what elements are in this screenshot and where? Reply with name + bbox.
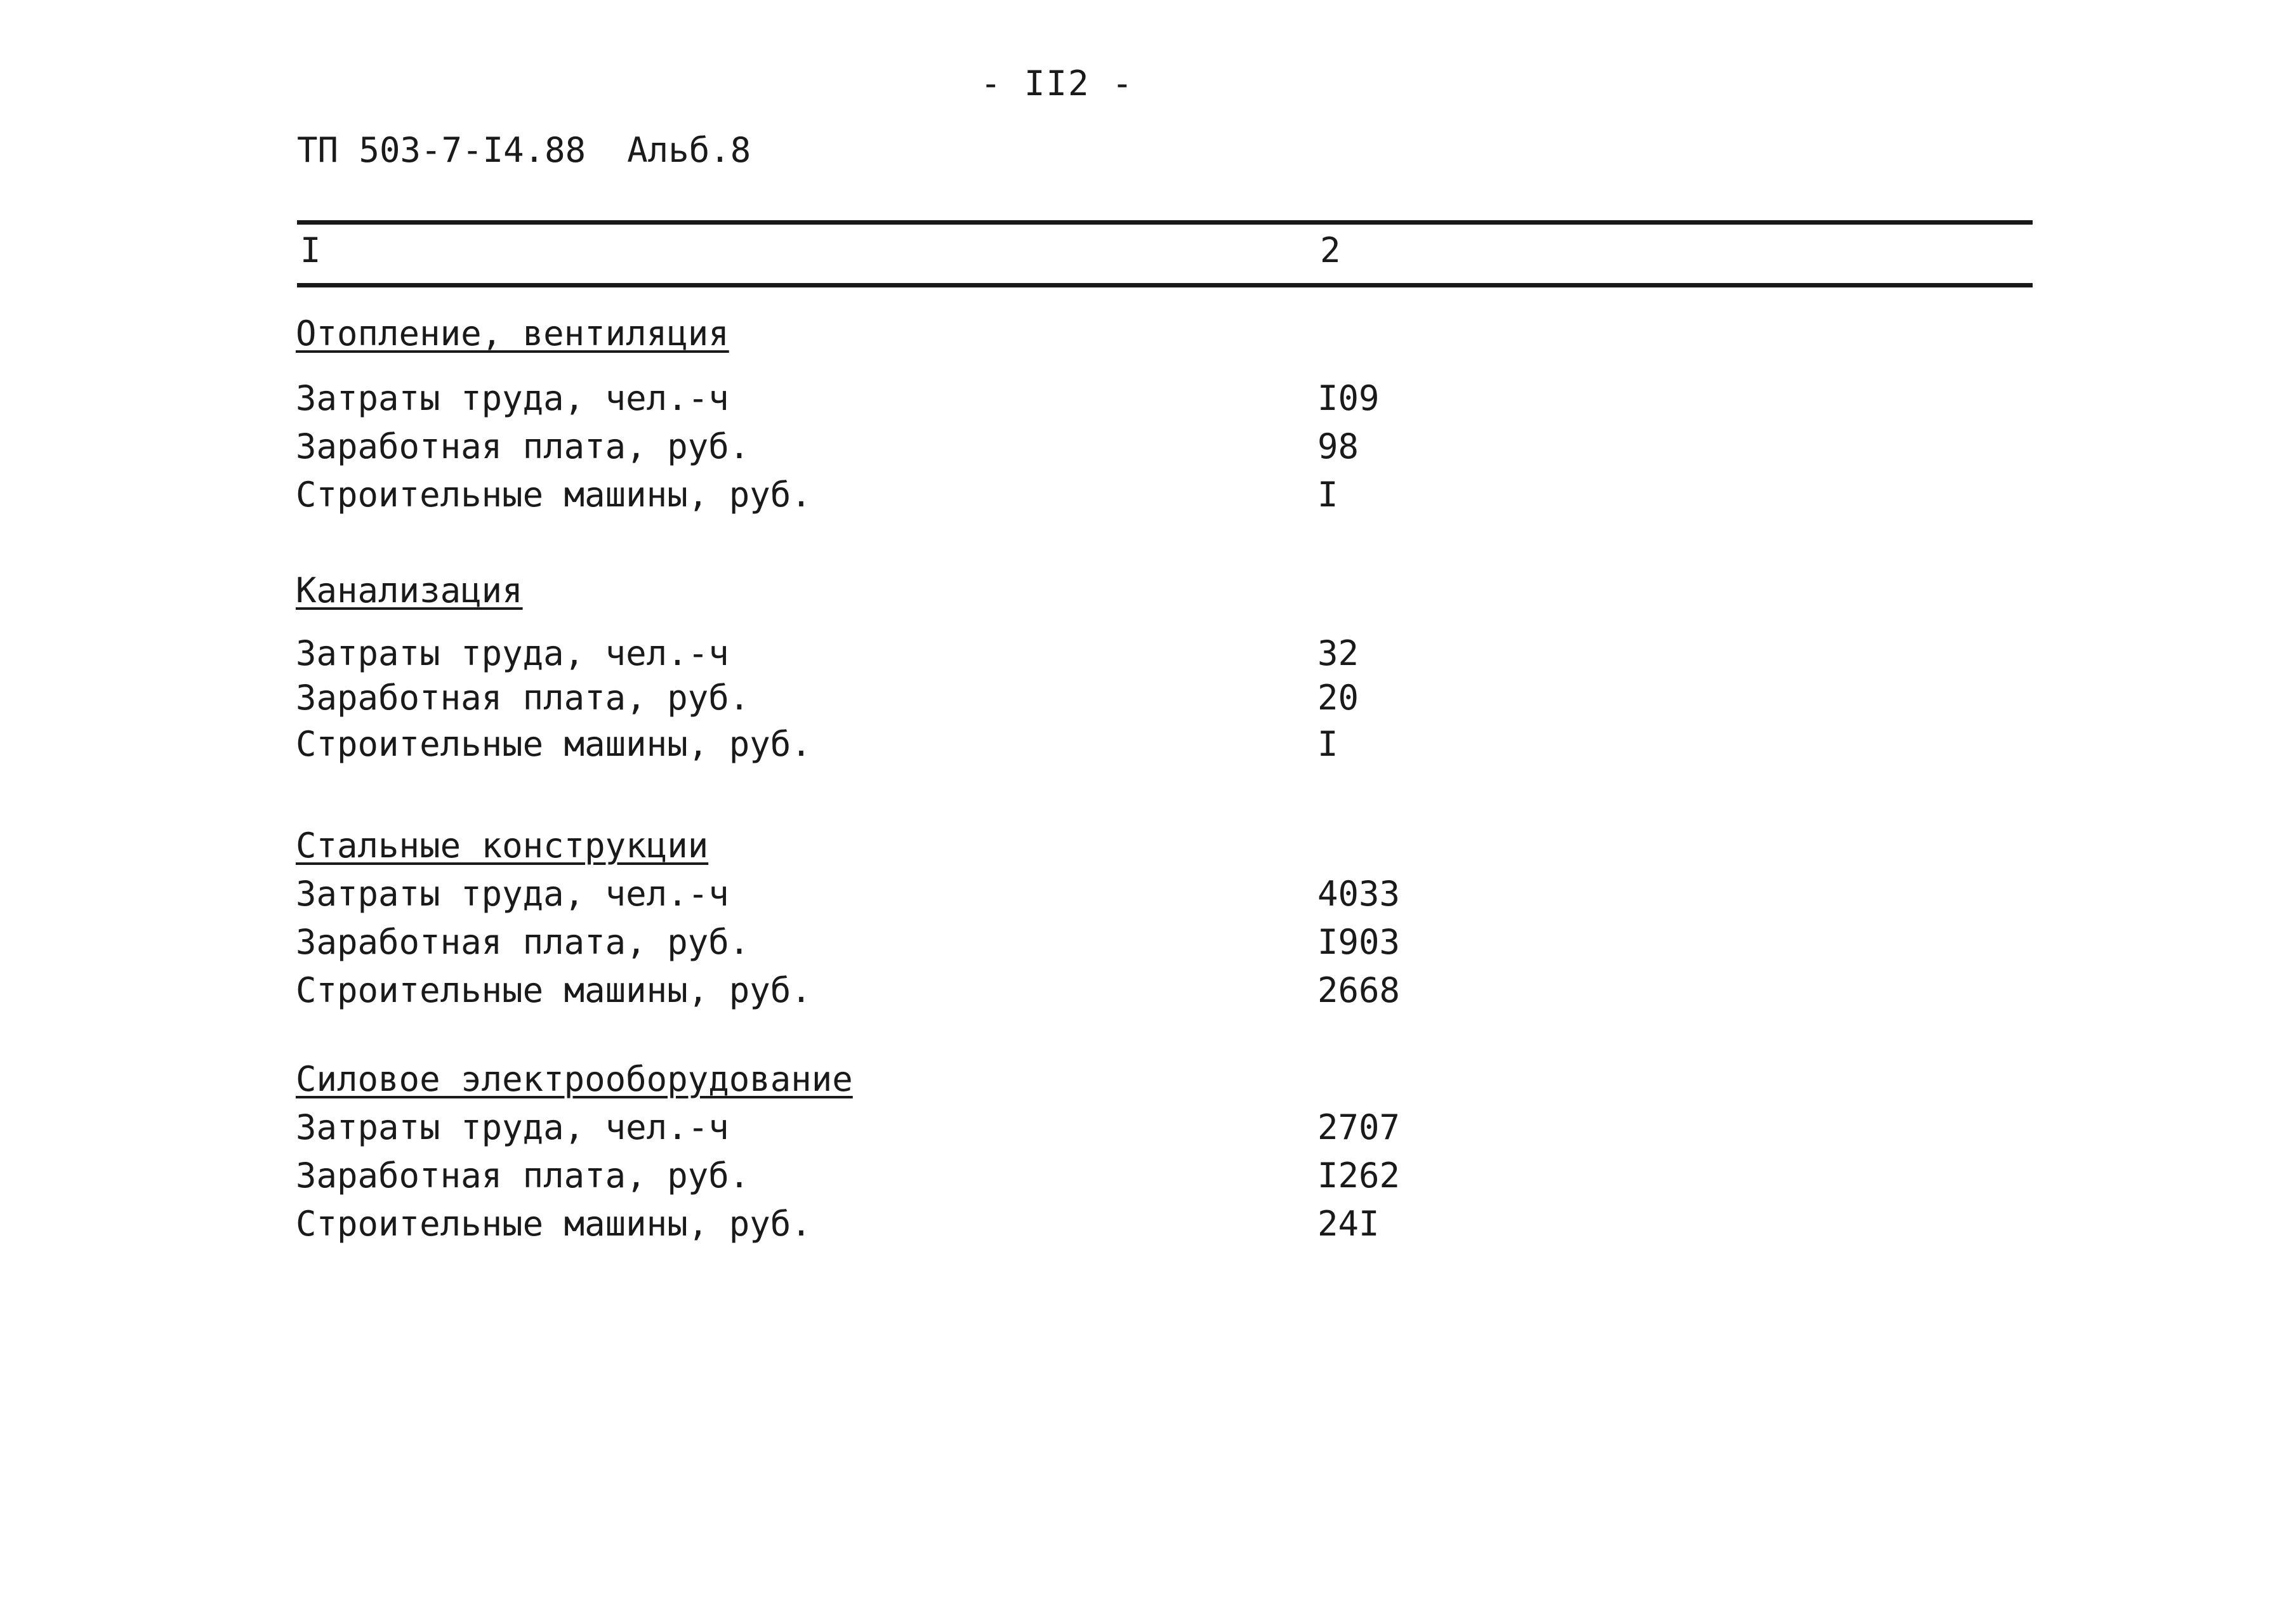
section-sewerage [296,567,2009,768]
column-header-2: 2 [1320,230,1341,270]
table-row [296,423,2009,471]
row-value: I09 [1317,378,1380,418]
section-steel-structures [296,822,2009,1015]
row-value: 24I [1317,1204,1380,1244]
table-row [296,1152,2009,1200]
row-label: Затраты труда, чел.-ч [296,378,729,418]
row-value: I262 [1317,1156,1401,1196]
section-heating-ventilation [296,310,2009,519]
section-title: Стальные конструкции [296,826,709,866]
row-label: Строительные машины, руб. [296,970,812,1010]
column-header-1: I [300,230,321,270]
table-row [296,966,2009,1015]
table-row [296,918,2009,966]
table-top-rule [297,220,2033,225]
section-title: Канализация [296,570,523,610]
page-number: - II2 - [980,63,1134,103]
table-row [296,720,2009,768]
row-label: Затраты труда, чел.-ч [296,1107,729,1147]
row-label: Затраты труда, чел.-ч [296,874,729,914]
table-row [296,631,2009,676]
row-label: Заработная плата, руб. [296,1156,750,1196]
row-value: 4033 [1317,874,1401,914]
row-value: 2707 [1317,1107,1401,1147]
row-label: Заработная плата, руб. [296,426,750,466]
table-header-rule [297,283,2033,287]
section-title: Отопление, вентиляция [296,313,729,353]
section-power-equipment [296,1055,2009,1248]
row-value: I [1317,475,1338,515]
row-label: Заработная плата, руб. [296,678,750,718]
table-row [296,676,2009,720]
row-label: Заработная плата, руб. [296,922,750,962]
section-title: Силовое электрооборудование [296,1059,853,1099]
row-label: Строительные машины, руб. [296,724,812,764]
row-label: Затраты труда, чел.-ч [296,633,729,673]
table-row [296,870,2009,918]
row-value: 20 [1317,678,1359,718]
table-row [296,1200,2009,1248]
table-row [296,1104,2009,1152]
row-label: Строительные машины, руб. [296,1204,812,1244]
row-value: 98 [1317,426,1359,466]
table-row [296,471,2009,519]
document-code: ТП 503-7-I4.88 Альб.8 [297,130,751,170]
row-value: 2668 [1317,970,1401,1010]
row-label: Строительные машины, руб. [296,475,812,515]
row-value: I [1317,724,1338,764]
row-value: I903 [1317,922,1401,962]
row-value: 32 [1317,633,1359,673]
table-row [296,374,2009,423]
